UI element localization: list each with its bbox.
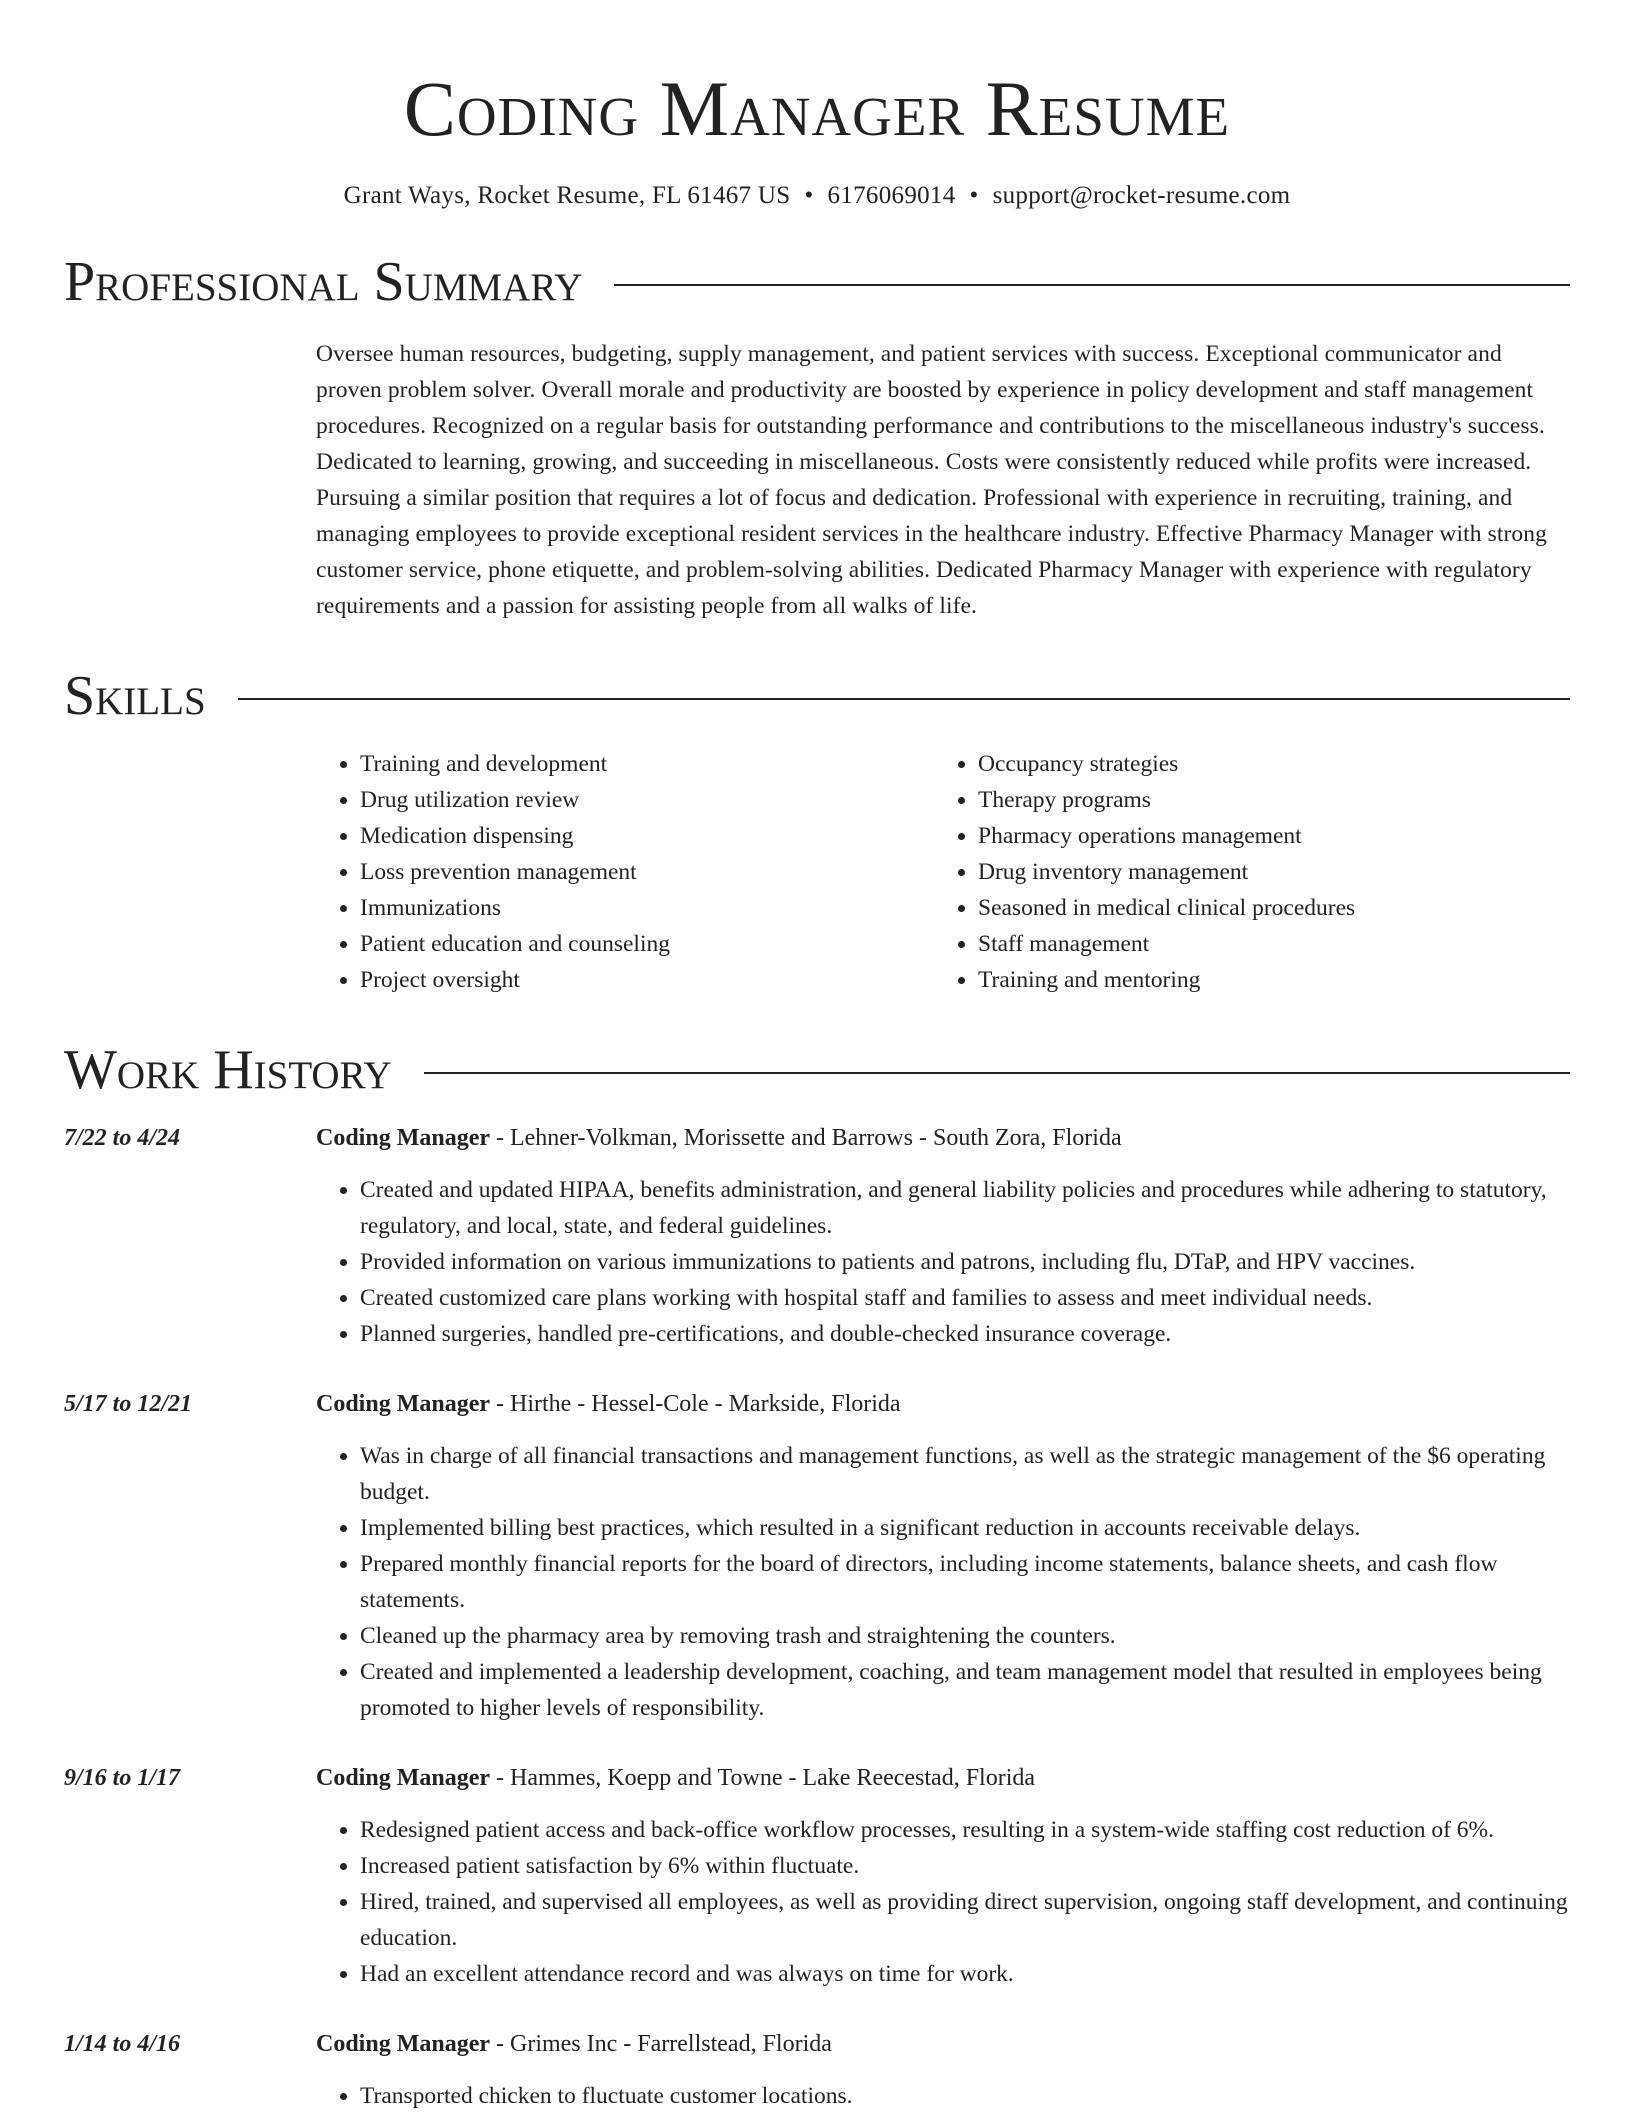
resume-title: Coding Manager Resume (403, 65, 1231, 152)
job-dates: 1/14 to 4/16 (64, 2030, 181, 2057)
job-entry (64, 2026, 1570, 2114)
skill-item: • Drug utilization review (360, 782, 934, 818)
section-divider (424, 1072, 1570, 1074)
job-bullet: • Hired, trained, and supervised all employees, as well as providing direct supervision, ongoing staff development, and continuing education. (360, 1884, 1570, 1956)
contact-separator: • (804, 181, 814, 209)
section-divider (238, 698, 1570, 700)
job-role: Coding Manager (316, 1390, 490, 1417)
summary-heading: Professional Summary (64, 250, 583, 313)
job-bullets (316, 1172, 1570, 1352)
skill-item: • Pharmacy operations management (978, 818, 1552, 854)
job-heading (316, 1386, 1570, 1422)
skill-item: • Seasoned in medical clinical procedures (978, 890, 1552, 926)
job-bullet: • Implemented billing best practices, which resulted in a significant reduction in accounts receivable delays. (360, 1510, 1570, 1546)
skills-heading: Skills (64, 664, 206, 727)
job-dates: 9/16 to 1/17 (64, 1764, 181, 1791)
skill-item: • Staff management (978, 926, 1552, 962)
job-entry (64, 1386, 1570, 1726)
job-entry (64, 1120, 1570, 1352)
work-section-header (64, 1038, 1570, 1101)
job-bullet: • Increased patient satisfaction by 6% within fluctuate. (360, 1848, 1570, 1884)
job-bullet: • Created and implemented a leadership development, coaching, and team management model that resulted in employees being promoted to higher levels of responsibility. (360, 1654, 1570, 1726)
skill-item: • Drug inventory management (978, 854, 1552, 890)
work-heading: Work History (64, 1038, 392, 1101)
skills-column-right (934, 746, 1552, 998)
job-bullets (316, 1438, 1570, 1726)
skill-item: • Training and development (360, 746, 934, 782)
job-dates: 7/22 to 4/24 (64, 1124, 181, 1151)
skill-item: • Project oversight (360, 962, 934, 998)
contact-email: support@rocket-resume.com (992, 181, 1291, 209)
job-role: Coding Manager (316, 1764, 490, 1791)
job-bullets (316, 2078, 1570, 2114)
job-dates: 5/17 to 12/21 (64, 1390, 193, 1417)
job-bullets (316, 1812, 1570, 1992)
job-bullet: • Provided information on various immunizations to patients and patrons, including flu, DTaP, and HPV vaccines. (360, 1244, 1570, 1280)
job-bullet: • Prepared monthly financial reports for the board of directors, including income statements, balance sheets, and cash flow statements. (360, 1546, 1570, 1618)
work-history-list (64, 1120, 1570, 2114)
job-employer-location: - Grimes Inc - Farrellstead, Florida (490, 2030, 832, 2057)
job-bullet: • Redesigned patient access and back-office workflow processes, resulting in a system-wide staffing cost reduction of 6%. (360, 1812, 1570, 1848)
job-bullet: • Created customized care plans working with hospital staff and families to assess and meet individual needs. (360, 1280, 1570, 1316)
skill-item: • Medication dispensing (360, 818, 934, 854)
job-body (316, 2026, 1570, 2114)
skills-column-left (316, 746, 934, 998)
job-employer-location: - Hammes, Koepp and Towne - Lake Reecestad, Florida (490, 1764, 1036, 1791)
job-bullet: • Had an excellent attendance record and was always on time for work. (360, 1956, 1570, 1992)
skill-item: • Training and mentoring (978, 962, 1552, 998)
job-bullet: • Planned surgeries, handled pre-certifications, and double-checked insurance coverage. (360, 1316, 1570, 1352)
skill-item: • Loss prevention management (360, 854, 934, 890)
job-bullet: • Transported chicken to fluctuate customer locations. (360, 2078, 1570, 2114)
job-body (316, 1386, 1570, 1726)
job-role: Coding Manager (316, 1124, 490, 1151)
job-bullet: • Cleaned up the pharmacy area by removing trash and straightening the counters. (360, 1618, 1570, 1654)
job-body (316, 1120, 1570, 1352)
skill-item: • Occupancy strategies (978, 746, 1552, 782)
contact-address: Grant Ways, Rocket Resume, FL 61467 US (343, 181, 791, 209)
skill-item: • Therapy programs (978, 782, 1552, 818)
job-bullet: • Was in charge of all financial transactions and management functions, as well as the strategic management of the $6 operating budget. (360, 1438, 1570, 1510)
job-heading (316, 1760, 1570, 1796)
contact-separator: • (969, 181, 979, 209)
section-divider (614, 284, 1570, 286)
job-heading (316, 2026, 1570, 2062)
job-heading (316, 1120, 1570, 1156)
job-body (316, 1760, 1570, 1992)
job-bullet: • Created and updated HIPAA, benefits administration, and general liability policies and procedures while adhering to statutory, regulatory, and local, state, and federal guidelines. (360, 1172, 1570, 1244)
skill-item: • Patient education and counseling (360, 926, 934, 962)
job-employer-location: - Hirthe - Hessel-Cole - Markside, Florida (490, 1390, 901, 1417)
contact-line (64, 182, 1570, 210)
contact-phone: 6176069014 (827, 181, 956, 209)
skill-item: • Immunizations (360, 890, 934, 926)
skills-list (316, 746, 1570, 998)
job-employer-location: - Lehner-Volkman, Morissette and Barrows - South Zora, Florida (490, 1124, 1122, 1151)
job-entry (64, 1760, 1570, 1992)
summary-section-header (64, 250, 1570, 313)
skills-section-header (64, 664, 1570, 727)
summary-text: Oversee human resources, budgeting, supply management, and patient services with success. Exceptional communicator and proven problem solver. Overall morale and productivity are boosted by experience in policy development and staff management procedures. Recognized on a regular basis for outstanding performance and contributions to the miscellaneous industry's success. Dedicated to learning, growing, and succeeding in miscellaneous. Costs were consistently reduced while profits were increased. Pursuing a similar position that requires a lot of focus and dedication. Professional with experience in recruiting, training, and managing employees to provide exceptional resident services in the healthcare industry. Effective Pharmacy Manager with strong customer service, phone etiquette, and problem-solving abilities. Dedicated Pharmacy Manager with experience with regulatory requirements and a passion for assisting people from all walks of life. (316, 340, 1547, 619)
job-role: Coding Manager (316, 2030, 490, 2057)
